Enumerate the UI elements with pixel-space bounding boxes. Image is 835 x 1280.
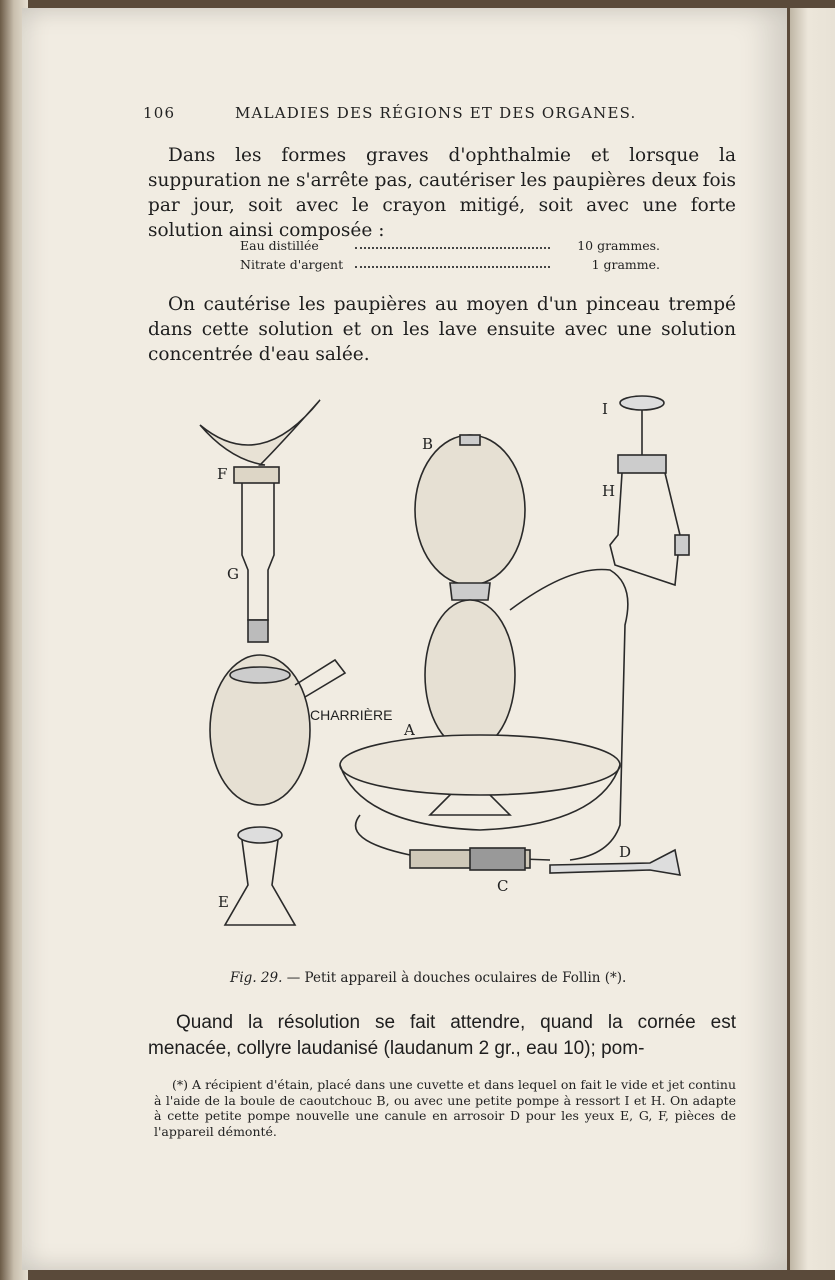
page-number: 106 [143,104,176,122]
formula-row [240,238,660,257]
formula-quantity: 10 grammes. [577,238,660,253]
figure-caption [230,970,626,986]
bulb-and-recipient [415,435,628,860]
paragraph-2: On cautérise les paupières au moyen d'un pinceau trempé dans cette solution et on les lave ensuite avec une solution concentrée d'eau salée. [148,294,736,365]
basin [340,735,620,860]
running-title: MALADIES DES RÉGIONS ET DES ORGANES. [235,104,637,122]
paragraph-1: Dans les formes graves d'ophthalmie et lorsque la suppuration ne s'arrête pas, cautériser les paupières deux fois par jour, soit avec le crayon mitigé, soit avec une forte solution ainsi composée : [148,145,736,241]
spring-pump-ih [610,396,689,585]
formula-ingredient: Nitrate d'argent [240,257,344,272]
leader-dots [355,247,550,249]
formula-quantity: 1 gramme. [591,257,660,272]
leader-dots [355,266,550,268]
figure-label-d: D [619,843,632,861]
figure-label-g: G [227,565,239,583]
syringe-c-and-nozzle-d [410,848,680,875]
paragraph-3: Quand la résolution se fait attendre, quand la cornée est menacée, collyre laudanisé (laudanum 2 gr., eau 10); pom- [148,1012,736,1059]
figure-label-a: A [404,721,415,739]
maker-stamp: CHARRIÈRE [310,707,393,723]
figure-label-i: I [602,400,608,418]
formula-row [240,257,660,276]
formula-table [240,238,660,276]
bottle-piece-e [210,655,345,925]
figure-caption-text: — Petit appareil à douches oculaires de Follin (*). [286,970,627,986]
apparatus-illustration [170,385,710,955]
footnote: (*) A récipient d'étain, placé dans une cuvette et dans lequel on fait le vide et jet continu à l'aide de la boule de caoutchouc B, ou avec une petite pompe à ressort I et H. On adapte à cette petite pompe nouvelle une canule en arrosoir D pour les yeux E, G, F, pièces de l'appareil démonté. [154,1077,736,1139]
figure-label-b: B [422,435,434,453]
figure-label-h: H [602,482,616,500]
formula-ingredient: Eau distillée [240,238,319,253]
figure-label-e: E [218,893,229,911]
funnel-piece-f [200,400,320,642]
figure-label-c: C [497,877,509,895]
figure-number: Fig. 29. [230,970,283,986]
figure-label-f: F [217,465,228,483]
next-page-edge [790,8,835,1270]
